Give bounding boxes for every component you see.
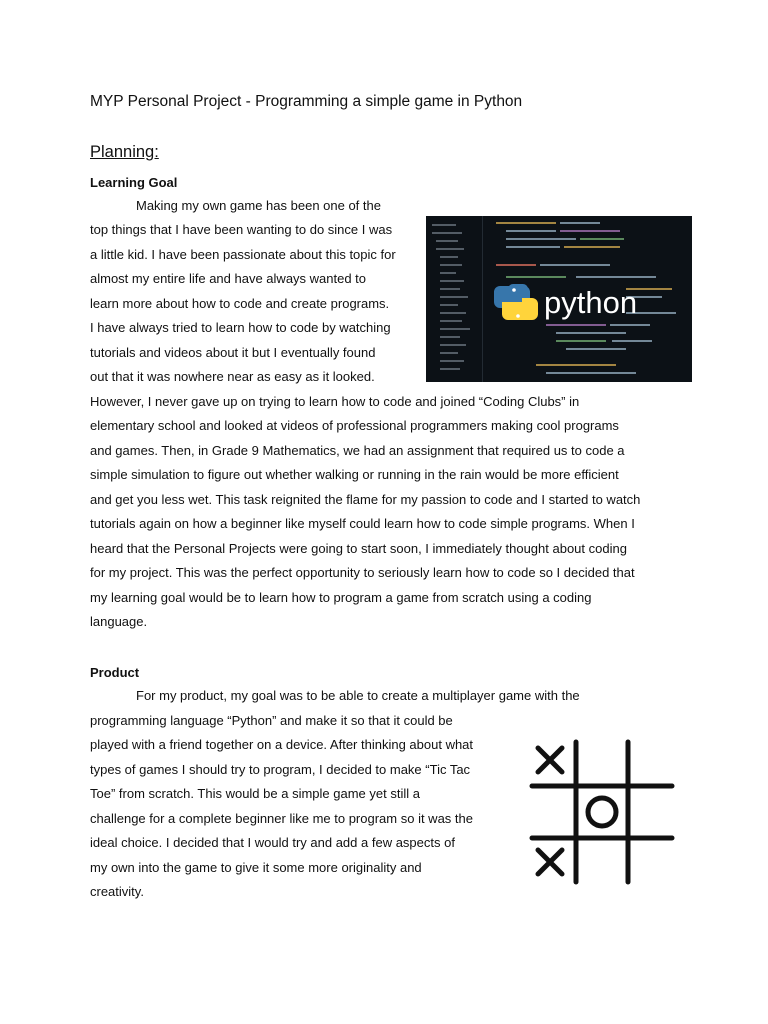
paragraph-line: tutorials again on how a beginner like myself could learn how to code simple programs. When I — [90, 516, 635, 531]
paragraph-line: language. — [90, 614, 148, 629]
paragraph-line: heard that the Personal Projects were going to start soon, I immediately thought about coding — [90, 541, 627, 556]
paragraph-line: For my product, my goal was to be able to create a multiplayer game with the — [136, 688, 580, 703]
product-heading: Product — [90, 665, 140, 680]
paragraph-line: and games. Then, in Grade 9 Mathematics, we had an assignment that required us to code a — [90, 443, 625, 458]
paragraph-line: challenge for a complete beginner like me to program so it was the — [90, 811, 473, 826]
paragraph-line: almost my entire life and have always wanted to — [90, 271, 367, 286]
paragraph-line: tutorials and videos about it but I eventually found — [90, 345, 376, 360]
paragraph-line: elementary school and looked at videos of professional programmers making cool programs — [90, 418, 619, 433]
paragraph-line: learn more about how to code and create programs. — [90, 296, 390, 311]
paragraph-line: top things that I have been wanting to do since I was — [90, 222, 393, 237]
paragraph-line: creativity. — [90, 884, 144, 899]
paragraph-line: Making my own game has been one of the — [136, 198, 381, 213]
x-mark-icon — [538, 850, 562, 874]
paragraph-line: ideal choice. I decided that I would try and add a few aspects of — [90, 835, 455, 850]
python-banner-image — [426, 216, 692, 382]
paragraph-line: out that it was nowhere near as easy as it looked. — [90, 369, 375, 384]
paragraph-line: played with a friend together on a device. After thinking about what — [90, 737, 474, 752]
paragraph-line: a little kid. I have been passionate about this topic for — [90, 247, 396, 262]
paragraph-line: my learning goal would be to learn how to program a game from scratch using a coding — [90, 590, 592, 605]
document-title: MYP Personal Project - Programming a simple game in Python — [90, 93, 523, 110]
paragraph-line: types of games I should try to program, I decided to make “Tic Tac — [90, 762, 471, 777]
paragraph-line: my own into the game to give it some more originality and — [90, 860, 422, 875]
x-mark-icon — [538, 748, 562, 772]
learning-goal-heading: Learning Goal — [90, 175, 178, 190]
paragraph-line: Toe” from scratch. This would be a simple game yet still a — [90, 786, 420, 801]
paragraph-line: for my project. This was the perfect opportunity to seriously learn how to code so I decided that — [90, 565, 635, 580]
planning-heading: Planning: — [90, 143, 159, 161]
paragraph-line: and get you less wet. This task reignited the flame for my passion to code and I started to watch — [90, 492, 641, 507]
tic-tac-toe-image — [528, 738, 676, 886]
paragraph-line: I have always tried to learn how to code by watching — [90, 320, 391, 335]
paragraph-line: However, I never gave up on trying to learn how to code and joined “Coding Clubs” in — [90, 394, 580, 409]
o-mark-icon — [588, 798, 616, 826]
paragraph-line: programming language “Python” and make it so that it could be — [90, 713, 453, 728]
python-logo-text: python — [544, 285, 638, 320]
paragraph-line: simple simulation to figure out whether walking or running in the rain would be more efficient — [90, 467, 619, 482]
